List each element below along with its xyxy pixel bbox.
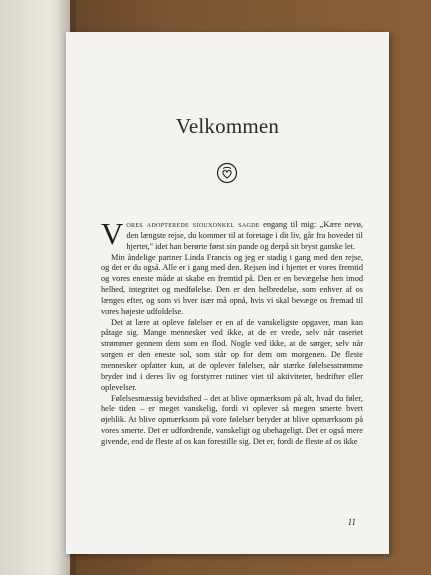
drop-cap: V	[101, 216, 124, 251]
paragraph-1	[101, 216, 363, 253]
heart-swirl-icon	[216, 162, 238, 184]
page-number: 11	[347, 517, 356, 527]
book-page	[66, 32, 389, 554]
paragraph-4: Følelsesmæssig bevidsthed – det at blive opmærksom på alt, hvad du føler, hele tiden – er meget vanskelig, fordi vi oplever så megen smerte hvert øjeblik. At blive opmærksom på vore følelser betyder at blive opmærksom på vores smerte. Det er udfordrende, vanskeligt og ubehageligt. Det er også mere givende, end de fleste af os kan forestille sig. Det er, fordi de fleste af os ikke	[101, 393, 363, 446]
chapter-title: Velkommen	[175, 114, 280, 138]
lead-in-smallcaps: ores adopterede siouxonkel sagde	[126, 220, 260, 229]
paragraph-2: Min åndelige partner Linda Francis og jeg er stadig i gang med den rejse, og det er du også. Alle er i gang med den. Rejsen ind i hjertet er vores fremtid og vores eneste måde at skabe en fremtid på. Den er en bevægelse hen imod helhed, integritet og medfølelse. Den er den helbredelse, som enhver af os længes efter, og som vi hver især må opnå, hvis vi skal bevæge os fremad til vores højeste udfoldelse.	[101, 252, 363, 316]
paragraph-3: Det at lære at opleve følelser er en af de vanskeligste opgaver, man kan påtage sig. Mange mennesker ved ikke, at de er vrede, selv når raseriet strømmer gennem dem som en flod. Nogle ved ikke, at de sørger, selv når sorgen er den eneste sol, som står op for dem om morgenen. De fleste mennesker opfatter kun, at de oplever følelser, når stærke følelsesstrømme bryder ind i deres liv og forstyrrer rutiner viet til aktiviteter, bedrifter eller oplevelser.	[101, 317, 363, 392]
body-text	[101, 216, 363, 448]
paragraph-1-text: engang til mig: „Kære nevø, den længste rejse, du kommer til at foretage i dit liv, går fra hovedet til hjertet," idet han berørte først sin pande og derpå sit bryst ganske let.	[126, 220, 363, 251]
